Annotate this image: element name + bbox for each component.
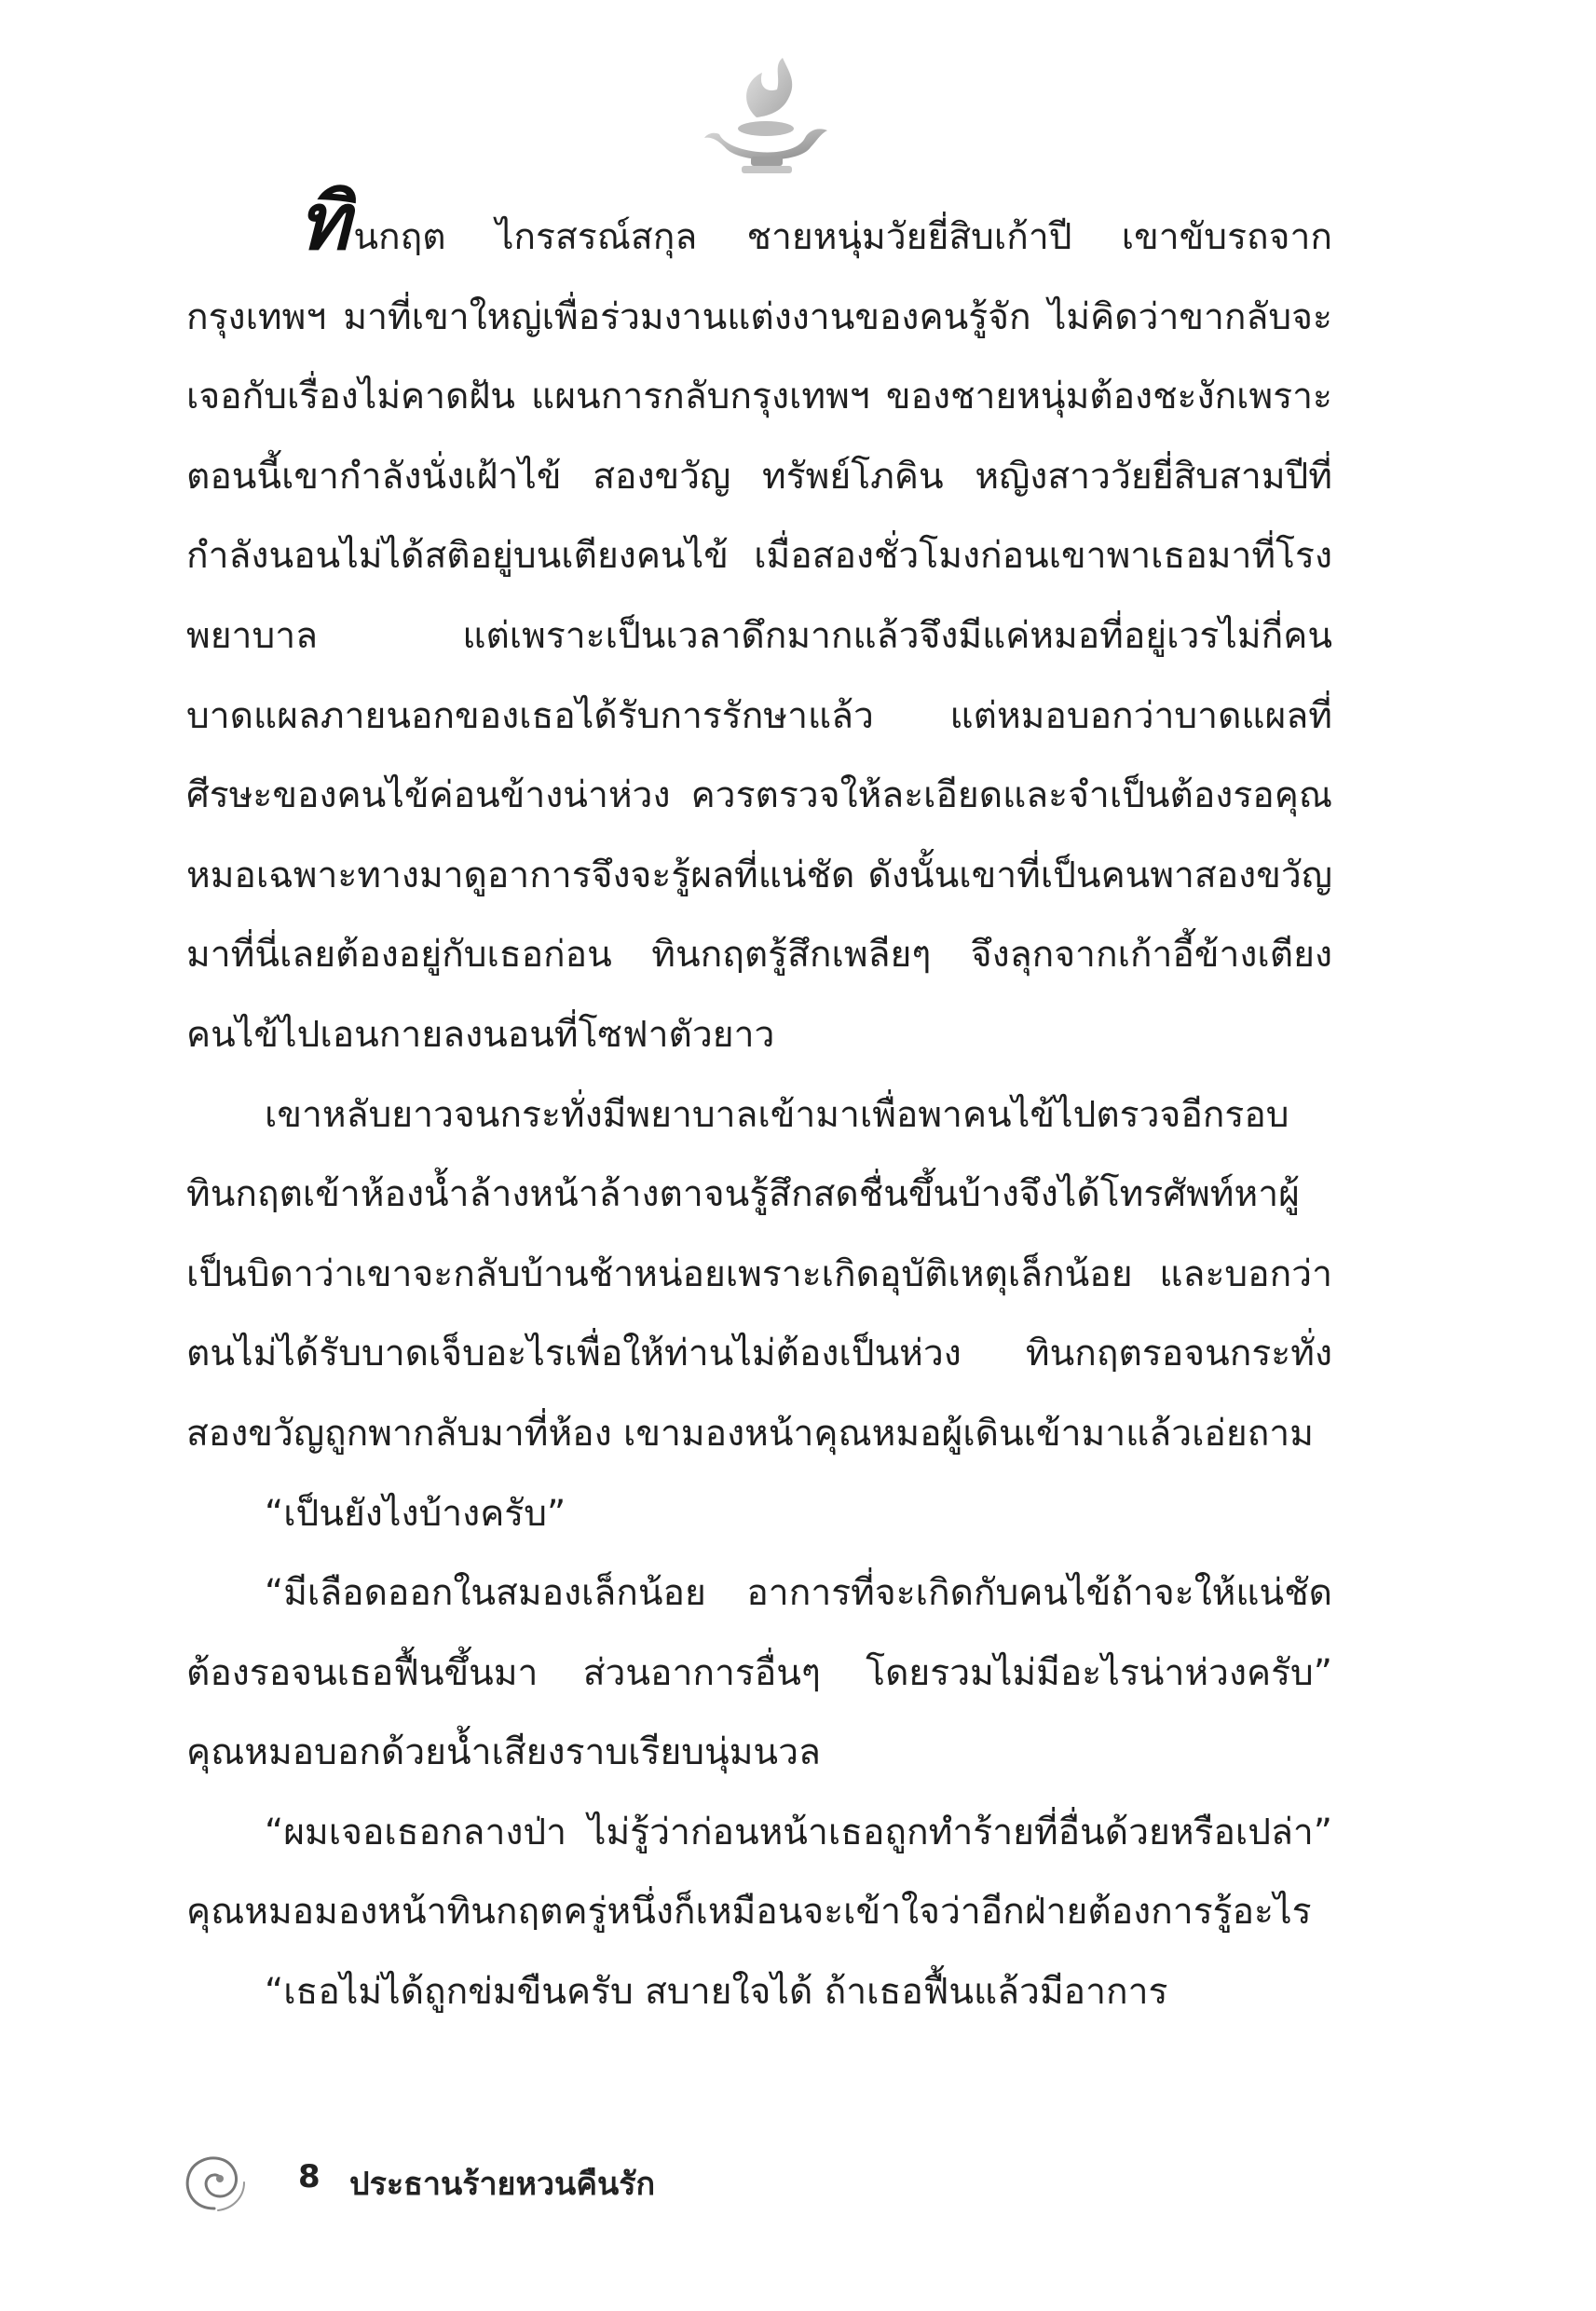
story-text	[186, 176, 1332, 2032]
page-number: 8	[298, 2158, 321, 2195]
paragraph-5: “ผมเจอเธอกลางป่า ไม่รู้ว่าก่อนหน้าเธอถูกทำร้ายที่อื่นด้วยหรือเปล่า” คุณหมอมองหน้าทินกฤตครู่หนึ่งก็เหมือนจะเข้าใจว่าอีกฝ่ายต้องการรู้อะไร	[186, 1811, 1332, 1934]
paragraph-1-text: นกฤต ไกรสรณ์สกุล ชายหนุ่มวัยยี่สิบเก้าปี เขาขับรถจากกรุงเทพฯ มาที่เขาใหญ่เพื่อร่วมงานแต่งงานของคนรู้จัก ไม่คิดว่าขากลับจะเจอกับเรื่องไม่คาดฝัน แผนการกลับกรุงเทพฯ ของชายหนุ่มต้องชะงักเพราะตอนนี้เขากำลังนั่งเฝ้าไข้ สองขวัญ ทรัพย์โภคิน หญิงสาววัยยี่สิบสามปีที่กำลังนอนไม่ได้สติอยู่บนเตียงคนไข้ เมื่อสองชั่วโมงก่อนเขาพาเธอมาที่โรงพยาบาล แต่เพราะเป็นเวลาดึกมากแล้วจึงมีแค่หมอที่อยู่เวรไม่กี่คน บาดแผลภายนอกของเธอได้รับการรักษาแล้ว แต่หมอบอกว่าบาดแผลที่ศีรษะของคนไข้ค่อนข้างน่าห่วง ควรตรวจให้ละเอียดและจำเป็นต้องรอคุณหมอเฉพาะทางมาดูอาการจึงจะรู้ผลที่แน่ชัด ดังนั้นเขาที่เป็นคนพาสองขวัญมาที่นี่เลยต้องอยู่กับเธอก่อน ทินกฤตรู้สึกเพลียๆ จึงลุกจากเก้าอี้ข้างเตียงคนไข้ไปเอนกายลงนอนที่โซฟาตัวยาว	[186, 216, 1332, 1056]
drop-cap: ทิ	[298, 176, 350, 267]
book-title: ประธานร้ายหวนคืนรัก	[349, 2166, 656, 2203]
paragraph-2: เขาหลับยาวจนกระทั่งมีพยาบาลเข้ามาเพื่อพาคนไข้ไปตรวจอีกรอบ ทินกฤตเข้าห้องน้ำล้างหน้าล้างตาจนรู้สึกสดชื่นขึ้นบ้างจึงได้โทรศัพท์หาผู้เป็นบิดาว่าเขาจะกลับบ้านช้าหน่อยเพราะเกิดอุบัติเหตุเล็กน้อย และบอกว่าตนไม่ได้รับบาดเจ็บอะไรเพื่อให้ท่านไม่ต้องเป็นห่วง ทินกฤตรอจนกระทั่งสองขวัญถูกพากลับมาที่ห้อง เขามองหน้าคุณหมอผู้เดินเข้ามาแล้วเอ่ยถาม	[186, 1093, 1332, 1455]
paragraph-6: “เธอไม่ได้ถูกข่มขืนครับ สบายใจได้ ถ้าเธอฟื้นแล้วมีอาการ	[265, 1971, 1168, 2014]
paragraph-1	[186, 176, 1332, 1075]
paragraph-3: “เป็นยังไงบ้างครับ”	[265, 1492, 566, 1535]
page-footer	[177, 2143, 1016, 2218]
paragraph-4: “มีเลือดออกในสมองเล็กน้อย อาการที่จะเกิดกับคนไข้ถ้าจะให้แน่ชัดต้องรอจนเธอฟื้นขึ้นมา ส่วนอาการอื่นๆ โดยรวมไม่มีอะไรน่าห่วงครับ” คุณหมอบอกด้วยน้ำเสียงราบเรียบนุ่มนวล	[186, 1572, 1332, 1774]
swirl-icon	[177, 2143, 252, 2218]
genie-lamp-icon	[691, 45, 831, 185]
